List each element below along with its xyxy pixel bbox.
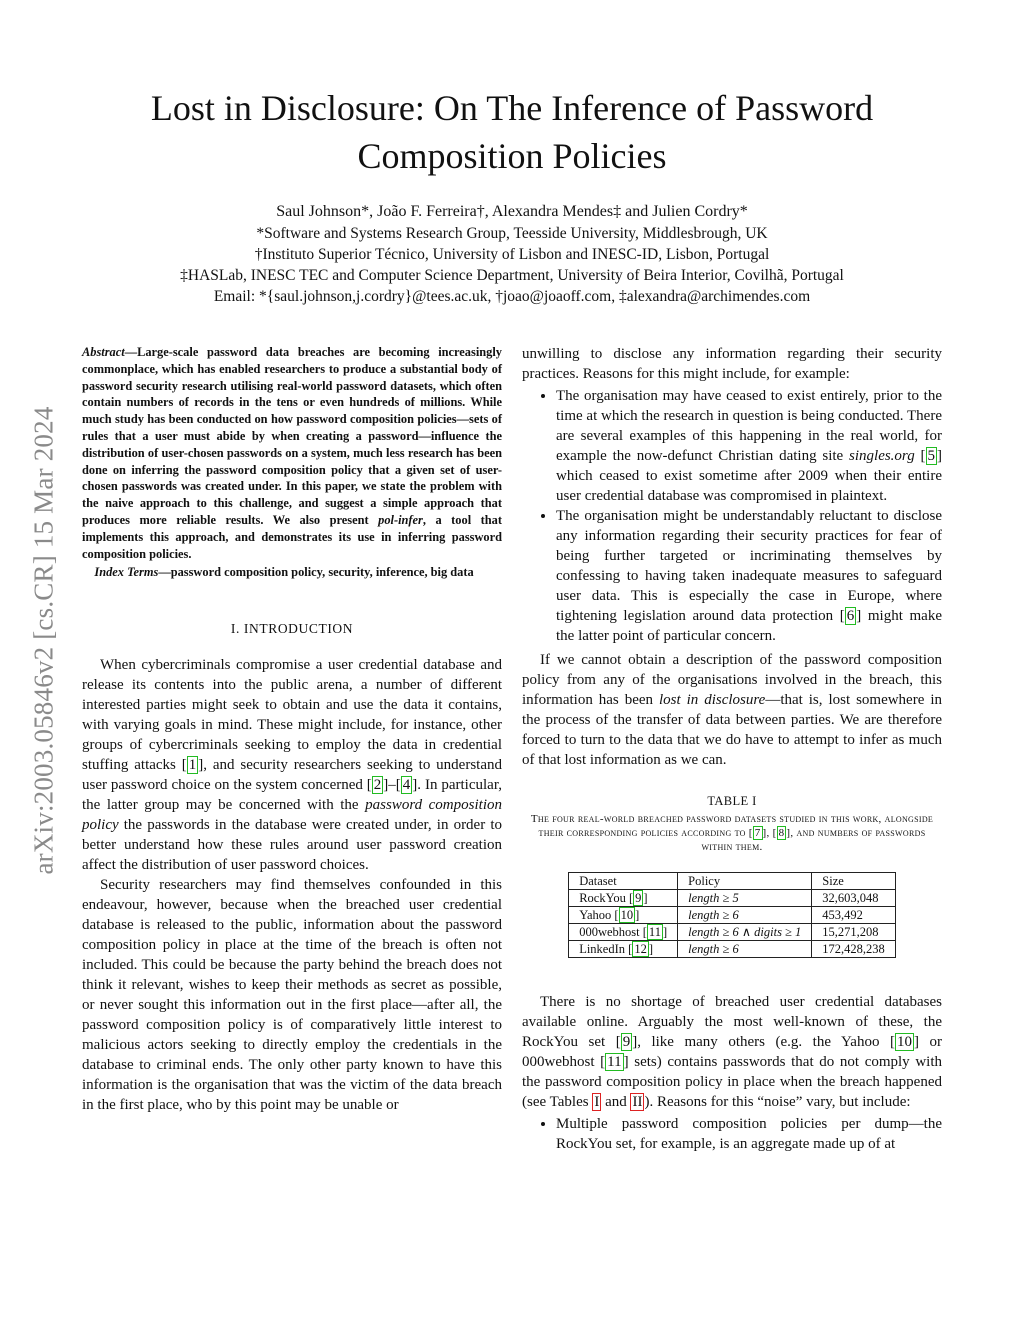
affiliation-3: ‡HASLab, INESC TEC and Computer Science Department, University of Beira Interior, Covilhã, Portugal	[180, 267, 844, 284]
title-line-2: Composition Policies	[357, 136, 667, 176]
citation-link[interactable]: 7	[754, 827, 761, 839]
citation-link[interactable]: 2	[373, 777, 382, 794]
paragraph-intro-2: Security researchers may find themselves confounded in this endeavour, however, because when the breached user credential database is released to the public, information about the password composition policy in place at the time of the breach is often not included. This could be because the party behind the breach does not think it relevant, wishes to keep their methods as secret as possible, or never sought this information out in the first place—after all, the password composition policy is of comparatively little interest to malicious actors seeking to directly employ the credentials in the database to criminal ends. The only other party known to have this information is the organisation that was the victim of the data breach in the first place, who by this point may be unable or	[82, 877, 502, 1114]
paragraph-intro-1: When cybercriminals compromise a user credential database and release its contents into the public arena, a number of different interested parties might seek to obtain and use the data it contains, with varying goals in mind. These might include, for instance, other groups of cybercriminals seeking to employ the data in credential stuffing attacks [ 1 ], and security researchers seeking to understand user password choice on the system concerned [ 2 ]–[ 4 ]. In particular, the latter group may be concerned with the password composition policy the passwords in the database were created under, in order to better understand how these rules around user password creation affect the distribution of user password choices.	[82, 657, 502, 874]
affiliation-2: †Instituto Superior Técnico, University of Lisbon and INESC-ID, Lisbon, Portugal	[254, 246, 770, 263]
section-heading-introduction: I. INTRODUCTION	[230, 621, 354, 637]
policy-cell: length ≥ 6 ∧ digits ≥ 1	[678, 924, 812, 941]
paragraph-continued: unwilling to disclose any information regarding their security practices. Reasons for this might include, for example:	[522, 346, 942, 382]
email-line: Email: *{saul.johnson,j.cordry}@tees.ac.uk, †joao@joaoff.com, ‡alexandra@archimendes.com	[213, 288, 811, 305]
list-item: • The organisation may have ceased to exist entirely, prior to the time at which the research in question is being conducted. There are several examples of this happening in the real world, for example the now-defunct Christian dating site singles.org [ 5 ] which ceased to exist sometime after 2009 when their entire user credential database was compromised in plaintext.	[556, 386, 942, 506]
dataset-cell: LinkedIn [ 12 ]	[569, 941, 678, 958]
table-header-row	[569, 873, 896, 890]
index-terms	[82, 564, 502, 581]
abstract-lead: Abstract	[82, 345, 125, 359]
citation-link[interactable]: 9	[622, 1034, 631, 1050]
citation-link[interactable]: 6	[846, 608, 855, 624]
table-row	[569, 907, 896, 924]
list-item: • Multiple password composition policies per dump—the RockYou set, for example, is an aggregate made up of at	[556, 1114, 942, 1154]
table-row	[569, 941, 896, 958]
table-header-cell: Size	[812, 873, 896, 890]
arxiv-identifier: arXiv:2003.05846v2 [cs.CR] 15 Mar 2024	[28, 405, 59, 875]
index-terms-text: —password composition policy, security, inference, big data	[158, 565, 474, 580]
list-item: • The organisation might be understandably reluctant to disclose any information regarding their security practices for fear of being further targeted or incriminating themselves by confessing to having taken inadequate measures to safeguard user data. This is especially the case in Europe, where tightening legislation around data protection [ 6 ] might make the latter point of particular concern.	[556, 506, 942, 646]
size-cell: 453,492	[812, 907, 896, 924]
abstract-text: —Large-scale password data breaches are becoming increasingly commonplace, which has enabled researchers to produce a substantial body of password security research utilising real-world password datasets, which often contain numbers of records in the tens or even hundreds of millions. While much study has been conducted on how password composition policies—sets of rules that a user must abide by when creating a password—influence the distribution of user-chosen passwords on a system, much less research has been done on inferring the password composition policy that a given set of user-chosen passwords was created under. In this paper, we state the problem with the naive approach to this challenge, and suggest a simple approach that produces more reliable results. We also present	[82, 345, 502, 527]
affiliation-1: *Software and Systems Research Group, Teesside University, Middlesbrough, UK	[256, 225, 768, 242]
tool-name: pol-infer	[378, 512, 423, 527]
abstract	[82, 344, 502, 562]
right-column	[522, 344, 942, 1158]
table-row	[569, 890, 896, 907]
table-row	[569, 924, 896, 941]
title-line-1: Lost in Disclosure: On The Inference of Password	[150, 88, 874, 128]
paragraph-lost-in-disclosure: If we cannot obtain a description of the password composition policy from any of the organisations involved in the breach, this information has been lost in disclosure—that is, lost somewhere in the process of the transfer of data between parties. We are therefore forced to turn to the data that we do have to attempt to infer as much of that lost information as we can.	[522, 652, 942, 768]
citation-link[interactable]: 10	[620, 908, 634, 922]
dataset-cell: RockYou [ 9 ]	[569, 890, 678, 907]
table-ref-link[interactable]: I	[594, 1094, 600, 1110]
citation-link[interactable]: 5	[927, 448, 936, 464]
paper-title	[70, 84, 954, 180]
abstract-text-end: , a tool that implements this approach, and demonstrates its use in inferring password composition policies.	[82, 512, 502, 561]
table-header-cell: Policy	[678, 873, 812, 890]
index-terms-lead: Index Terms	[94, 565, 159, 580]
size-cell: 172,428,238	[812, 941, 896, 958]
author-names: Saul Johnson*, João F. Ferreira†, Alexandra Mendes‡ and Julien Cordry*	[276, 203, 748, 220]
table-label: TABLE I	[707, 794, 757, 808]
dataset-cell: 000webhost [ 11 ]	[569, 924, 678, 941]
reasons-list	[522, 386, 942, 646]
paragraph-noise: There is no shortage of breached user credential databases available online. Arguably the most well-known of these, the RockYou set [ 9 ], like many others (e.g. the Yahoo [ 10 ] or 000webhost [ 11 ] sets) contains passwords that do not comply with the password composition policy in place when the breach happened (see Tables I and II ). Reasons for this “noise” vary, but include:	[522, 994, 942, 1110]
table-ref-link[interactable]: II	[632, 1094, 643, 1110]
citation-link[interactable]: 4	[402, 777, 411, 794]
table-header-cell: Dataset	[569, 873, 678, 890]
citation-link[interactable]: 11	[607, 1054, 622, 1070]
citation-link[interactable]: 11	[648, 925, 661, 939]
citation-link[interactable]: 8	[778, 827, 785, 839]
policy-cell: length ≥ 5	[678, 890, 812, 907]
author-block	[90, 201, 934, 307]
dataset-cell: Yahoo [ 10 ]	[569, 907, 678, 924]
size-cell: 15,271,208	[812, 924, 896, 941]
citation-link[interactable]: 9	[635, 891, 642, 905]
size-cell: 32,603,048	[812, 890, 896, 907]
table-caption	[522, 794, 942, 854]
policy-cell: length ≥ 6	[678, 941, 812, 958]
citation-link[interactable]: 1	[188, 757, 197, 774]
noise-reasons-list	[522, 1114, 942, 1154]
datasets-table	[568, 872, 896, 958]
citation-link[interactable]: 12	[634, 942, 647, 956]
table-caption-text: The four real-world breached password datasets studied in this work, alongside their corresponding policies according to [ 7 ], [ 8 ], and numbers of passwords within them.	[530, 813, 934, 853]
citation-link[interactable]: 10	[896, 1034, 912, 1050]
left-column	[82, 344, 502, 1115]
policy-cell: length ≥ 6	[678, 907, 812, 924]
